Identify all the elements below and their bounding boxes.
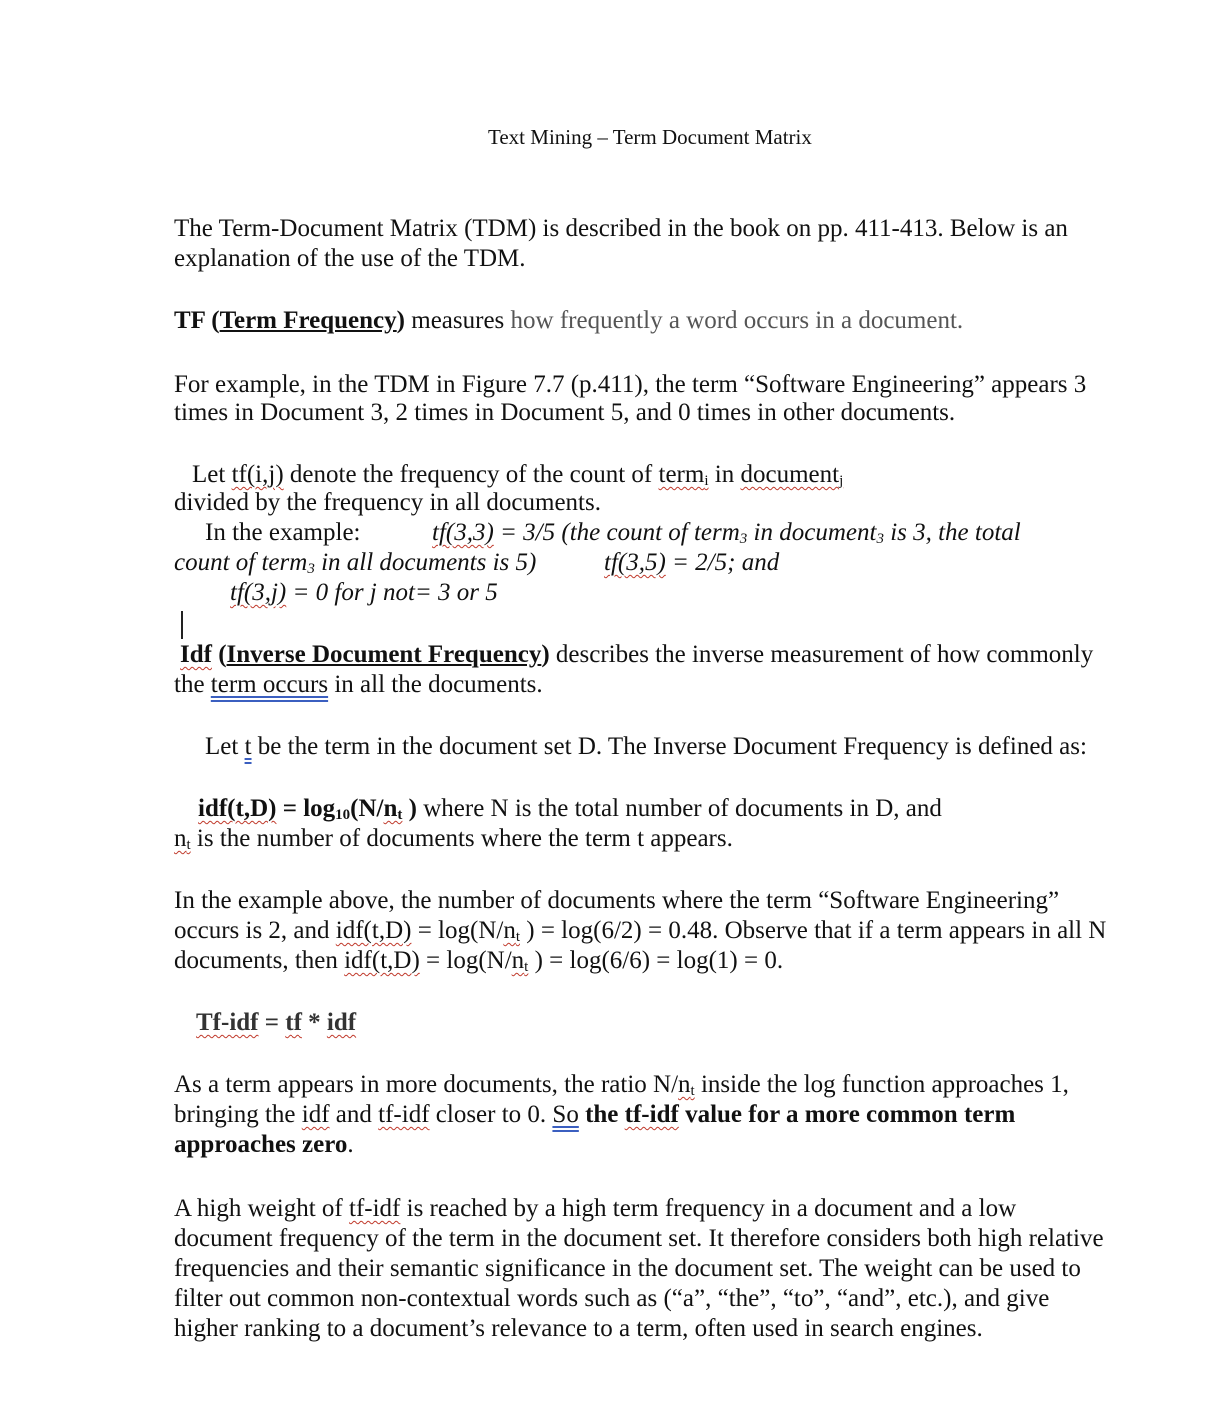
doc-word: document <box>740 461 840 488</box>
tf-3j-text: = 0 for j not= 3 or 5 <box>286 579 498 606</box>
nt-n: n <box>174 825 187 852</box>
tf-35-line <box>604 548 779 578</box>
ex-text-1: = 3/5 (the count of term <box>493 519 740 546</box>
idf-desc-2b: in all the documents. <box>328 671 543 698</box>
tfidf-tf: tf <box>285 1009 302 1036</box>
ie3-a: documents, then <box>174 947 345 974</box>
ie2-c: ) = log(6/2) = 0.48. Observe that if a term appears in all N <box>520 917 1107 944</box>
ie3-nt <box>512 947 529 974</box>
ie3-c: ) = log(6/6) = log(1) = 0. <box>528 947 784 974</box>
tf-measures: measures <box>405 307 511 334</box>
idf-desc-1: describes the inverse measurement of how commonly <box>549 641 1094 668</box>
count-text-1: count of term <box>174 549 308 576</box>
c1-n: n <box>678 1071 691 1098</box>
idf-label: Idf <box>180 641 212 668</box>
weight-line-2: document frequency of the term in the document set. It therefore considers both high relative <box>174 1225 1104 1252</box>
ie3-b: = log(N/ <box>419 947 512 974</box>
w1-a: A high weight of <box>174 1195 349 1222</box>
w1-fn: tf-idf <box>349 1195 401 1222</box>
idf-n: n <box>383 795 398 822</box>
tfidf-a: Tf-idf <box>196 1009 259 1036</box>
tf-heading <box>174 306 963 336</box>
tf-35-text: = 2/5; and <box>665 549 780 576</box>
let-text: Let <box>192 461 232 488</box>
let-tf-line-2: divided by the frequency in all documents. <box>174 489 601 516</box>
ie3-nsub: t <box>524 959 529 975</box>
idf-formula <box>198 794 942 824</box>
idf-nt <box>384 795 403 822</box>
let-tf-line-1 <box>192 460 843 490</box>
ie2-n: n <box>503 917 516 944</box>
idf-rest: where N is the total number of documents in D, and <box>416 795 942 822</box>
tf-label-suffix: ) <box>396 307 405 334</box>
tfidf-times: * <box>301 1009 327 1036</box>
w1-b: is reached by a high term frequency in a document and a low <box>400 1195 1017 1222</box>
tf-33-line <box>432 518 1021 548</box>
let-t-a: Let <box>205 733 245 760</box>
nt-var <box>174 825 191 852</box>
tfidf-formula <box>196 1008 356 1038</box>
ie2-b: = log(N/ <box>411 917 504 944</box>
let-t-b: be the term in the document set D. The Inverse Document Frequency is defined as: <box>251 733 1087 760</box>
idf-example-line-2 <box>174 916 1106 946</box>
doc-sub: j <box>839 473 844 489</box>
tf-3j-line <box>230 578 498 608</box>
idf-n-sub: t <box>397 807 403 823</box>
idf-example-line-1: In the example above, the number of documents where the term “Software Engineering” <box>174 887 1060 914</box>
intro-line-2: explanation of the use of the TDM. <box>174 245 526 272</box>
example-line-2: times in Document 3, 2 times in Document 5, and 0 times in other documents. <box>174 399 956 426</box>
weight-line-4: filter out common non-contextual words such as (“a”, “the”, “to”, “and”, etc.), and give <box>174 1285 1050 1312</box>
tf-term-link[interactable]: Term Frequency <box>219 307 397 334</box>
idf-log-base: 10 <box>335 807 351 823</box>
c2-idf: idf <box>301 1101 330 1128</box>
idf-log: = log <box>276 795 336 822</box>
idf-label-open: ( <box>211 641 227 668</box>
term-sub: i <box>704 473 709 489</box>
c2-so: So <box>552 1101 579 1128</box>
nt-text: is the number of documents where the term t appears. <box>190 825 733 852</box>
ie2-nsub: t <box>515 929 520 945</box>
term-occurs: term occurs <box>210 671 329 698</box>
ie2-a: occurs is 2, and <box>174 917 336 944</box>
c2-d: the <box>578 1101 625 1128</box>
c2-c: closer to 0. <box>429 1101 553 1128</box>
c3-end: . <box>347 1131 354 1158</box>
nt-line <box>174 824 733 854</box>
idf-fn: idf(t,D) <box>198 795 277 822</box>
c2-tfidf: tf-idf <box>378 1101 430 1128</box>
ie2-nt <box>503 917 520 944</box>
in-example-label: In the example: <box>205 519 361 546</box>
c2-b: and <box>329 1101 379 1128</box>
c1-nsub: t <box>690 1083 695 1099</box>
tf-definition: how frequently a word occurs in a document. <box>510 307 964 334</box>
tfidf-idf: idf <box>326 1009 357 1036</box>
ie3-fn: idf(t,D) <box>344 947 420 974</box>
example-line-1: For example, in the TDM in Figure 7.7 (p.411), the term “Software Engineering” appears 3 <box>174 371 1087 398</box>
idf-n-open: (N/ <box>350 795 384 822</box>
idf-term-link[interactable]: Inverse Document Frequency <box>226 641 542 668</box>
let-text-2: denote the frequency of the count of <box>283 461 659 488</box>
tf-label-prefix: TF ( <box>174 307 220 334</box>
common-line-2 <box>174 1100 1015 1130</box>
tf-ij: tf(i,j) <box>231 461 284 488</box>
idf-label-close: ) <box>541 641 550 668</box>
c1-b: inside the log function approaches 1, <box>694 1071 1069 1098</box>
idf-desc-2a: the <box>174 671 211 698</box>
term-i <box>659 461 709 488</box>
ie3-n: n <box>511 947 525 974</box>
idf-close: ) <box>402 795 417 822</box>
c2-a: bringing the <box>174 1101 302 1128</box>
text-cursor <box>181 611 183 639</box>
term-word: term <box>658 461 705 488</box>
c3-bold: approaches zero <box>174 1131 348 1158</box>
weight-line-1 <box>174 1194 1016 1224</box>
ex-sub-2: 3 <box>876 531 884 547</box>
weight-line-3: frequencies and their semantic significance in the document set. The weight can be used to <box>174 1255 1081 1282</box>
let-t-var: t <box>244 733 252 760</box>
idf-desc-line-2 <box>174 670 543 700</box>
weight-line-5: higher ranking to a document’s relevance to a term, often used in search engines. <box>174 1315 983 1342</box>
intro-line-1: The Term-Document Matrix (TDM) is described in the book on pp. 411-413. Below is an <box>174 215 1068 242</box>
document-j <box>740 461 843 488</box>
ex-text-2: in document <box>747 519 877 546</box>
tfidf-eq: = <box>258 1009 286 1036</box>
count-sub: 3 <box>307 561 315 577</box>
tf-35: tf(3,5) <box>604 549 666 576</box>
tf-33: tf(3,3) <box>432 519 494 546</box>
c1-nt <box>678 1071 695 1098</box>
c2-f: value for a more common term <box>678 1101 1016 1128</box>
c1-a: As a term appears in more documents, the ratio N/ <box>174 1071 679 1098</box>
count-line <box>174 548 536 578</box>
idf-example-line-3 <box>174 946 783 976</box>
nt-sub: t <box>186 837 191 853</box>
common-line-3 <box>174 1130 354 1160</box>
ie2-fn: idf(t,D) <box>335 917 412 944</box>
ex-sub-1: 3 <box>739 531 748 547</box>
page-title: Text Mining – Term Document Matrix <box>488 125 812 149</box>
idf-heading <box>180 640 1093 670</box>
common-line-1 <box>174 1070 1069 1100</box>
count-text-2: in all documents is 5) <box>314 549 537 576</box>
let-text-3: in <box>708 461 741 488</box>
tf-3j: tf(3,j) <box>230 579 287 606</box>
c2-e: tf-idf <box>624 1101 679 1128</box>
let-t-line <box>205 732 1087 762</box>
ex-text-3: is 3, the total <box>883 519 1021 546</box>
